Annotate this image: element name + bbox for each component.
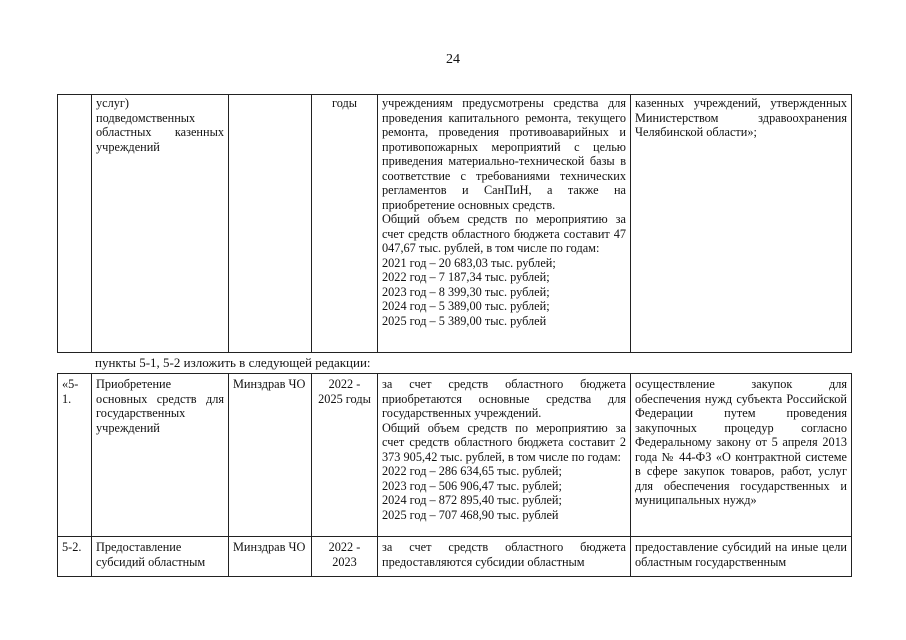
measures-table-amended — [57, 373, 852, 577]
cell-description — [378, 374, 631, 537]
cell-result: осуществление закупок для обеспечения нужд субъекта Российской Федерации путем проведения закупочных процедур согласно Федеральному закону от 5 апреля 2013 года № 44-ФЗ «О контрактной системе в сфере закупок товаров, работ, услуг для обеспечения государственных и муниципальных нужд» — [631, 374, 852, 537]
year-line: 2022 год – 7 187,34 тыс. рублей; — [382, 270, 550, 284]
cell-name: Предоставление субсидий областным — [92, 537, 229, 577]
description-text: за счет средств областного бюджета приобретаются основные средства для государственных учреждений. — [382, 377, 626, 420]
year-line: 2023 год – 8 399,30 тыс. рублей; — [382, 284, 550, 299]
cell-description: за счет средств областного бюджета предоставляются субсидии областным — [378, 537, 631, 577]
measures-table-continued — [57, 94, 852, 353]
page-number: 24 — [446, 52, 460, 67]
description-text: учреждениям предусмотрены средства для проведения капитального ремонта, текущего ремонта, проведения противоаварийных и противопожарных мероприятий с целью приведения материально-технической базы в соответствие с требованиями технических регламентов и СанПиН, а также на приобретение основных средств. — [382, 96, 626, 212]
cell-num — [58, 95, 92, 353]
year-line: 2025 год – 707 468,90 тыс. рублей — [382, 507, 559, 522]
cell-description — [378, 95, 631, 353]
amendment-heading: пункты 5-1, 5-2 изложить в следующей редакции: — [95, 355, 371, 370]
cell-name: услуг) подведомственных областных казенных учреждений — [92, 95, 229, 353]
cell-period: годы — [312, 95, 378, 353]
cell-period: 2022 - 2025 годы — [312, 374, 378, 537]
cell-result: предоставление субсидий на иные цели областным государственным — [631, 537, 852, 577]
total-text: Общий объем средств по мероприятию за счет средств областного бюджета составит 2 373 905,42 тыс. рублей, в том числе по годам: — [382, 420, 626, 464]
cell-period: 2022 - 2023 — [312, 537, 378, 577]
table-row — [58, 374, 852, 537]
cell-name: Приобретение основных средств для государственных учреждений — [92, 374, 229, 537]
year-line: 2023 год – 506 906,47 тыс. рублей; — [382, 478, 562, 493]
table-row — [58, 537, 852, 577]
year-line: 2025 год – 5 389,00 тыс. рублей — [382, 313, 547, 328]
cell-num: 5-2. — [58, 537, 92, 577]
year-line: 2021 год – 20 683,03 тыс. рублей; — [382, 255, 556, 270]
cell-result: казенных учреждений, утвержденных Министерством здравоохранения Челябинской области»; — [631, 95, 852, 353]
year-line: 2024 год – 872 895,40 тыс. рублей; — [382, 493, 562, 507]
cell-executor: Минздрав ЧО — [229, 374, 312, 537]
table-row — [58, 95, 852, 353]
cell-executor: Минздрав ЧО — [229, 537, 312, 577]
cell-num: «5-1. — [58, 374, 92, 537]
year-line: 2024 год – 5 389,00 тыс. рублей; — [382, 299, 550, 313]
total-text: Общий объем средств по мероприятию за счет средств областного бюджета составит 47 047,67 тыс. рублей, в том числе по годам: — [382, 212, 626, 255]
cell-executor — [229, 95, 312, 353]
year-line: 2022 год – 286 634,65 тыс. рублей; — [382, 464, 562, 478]
